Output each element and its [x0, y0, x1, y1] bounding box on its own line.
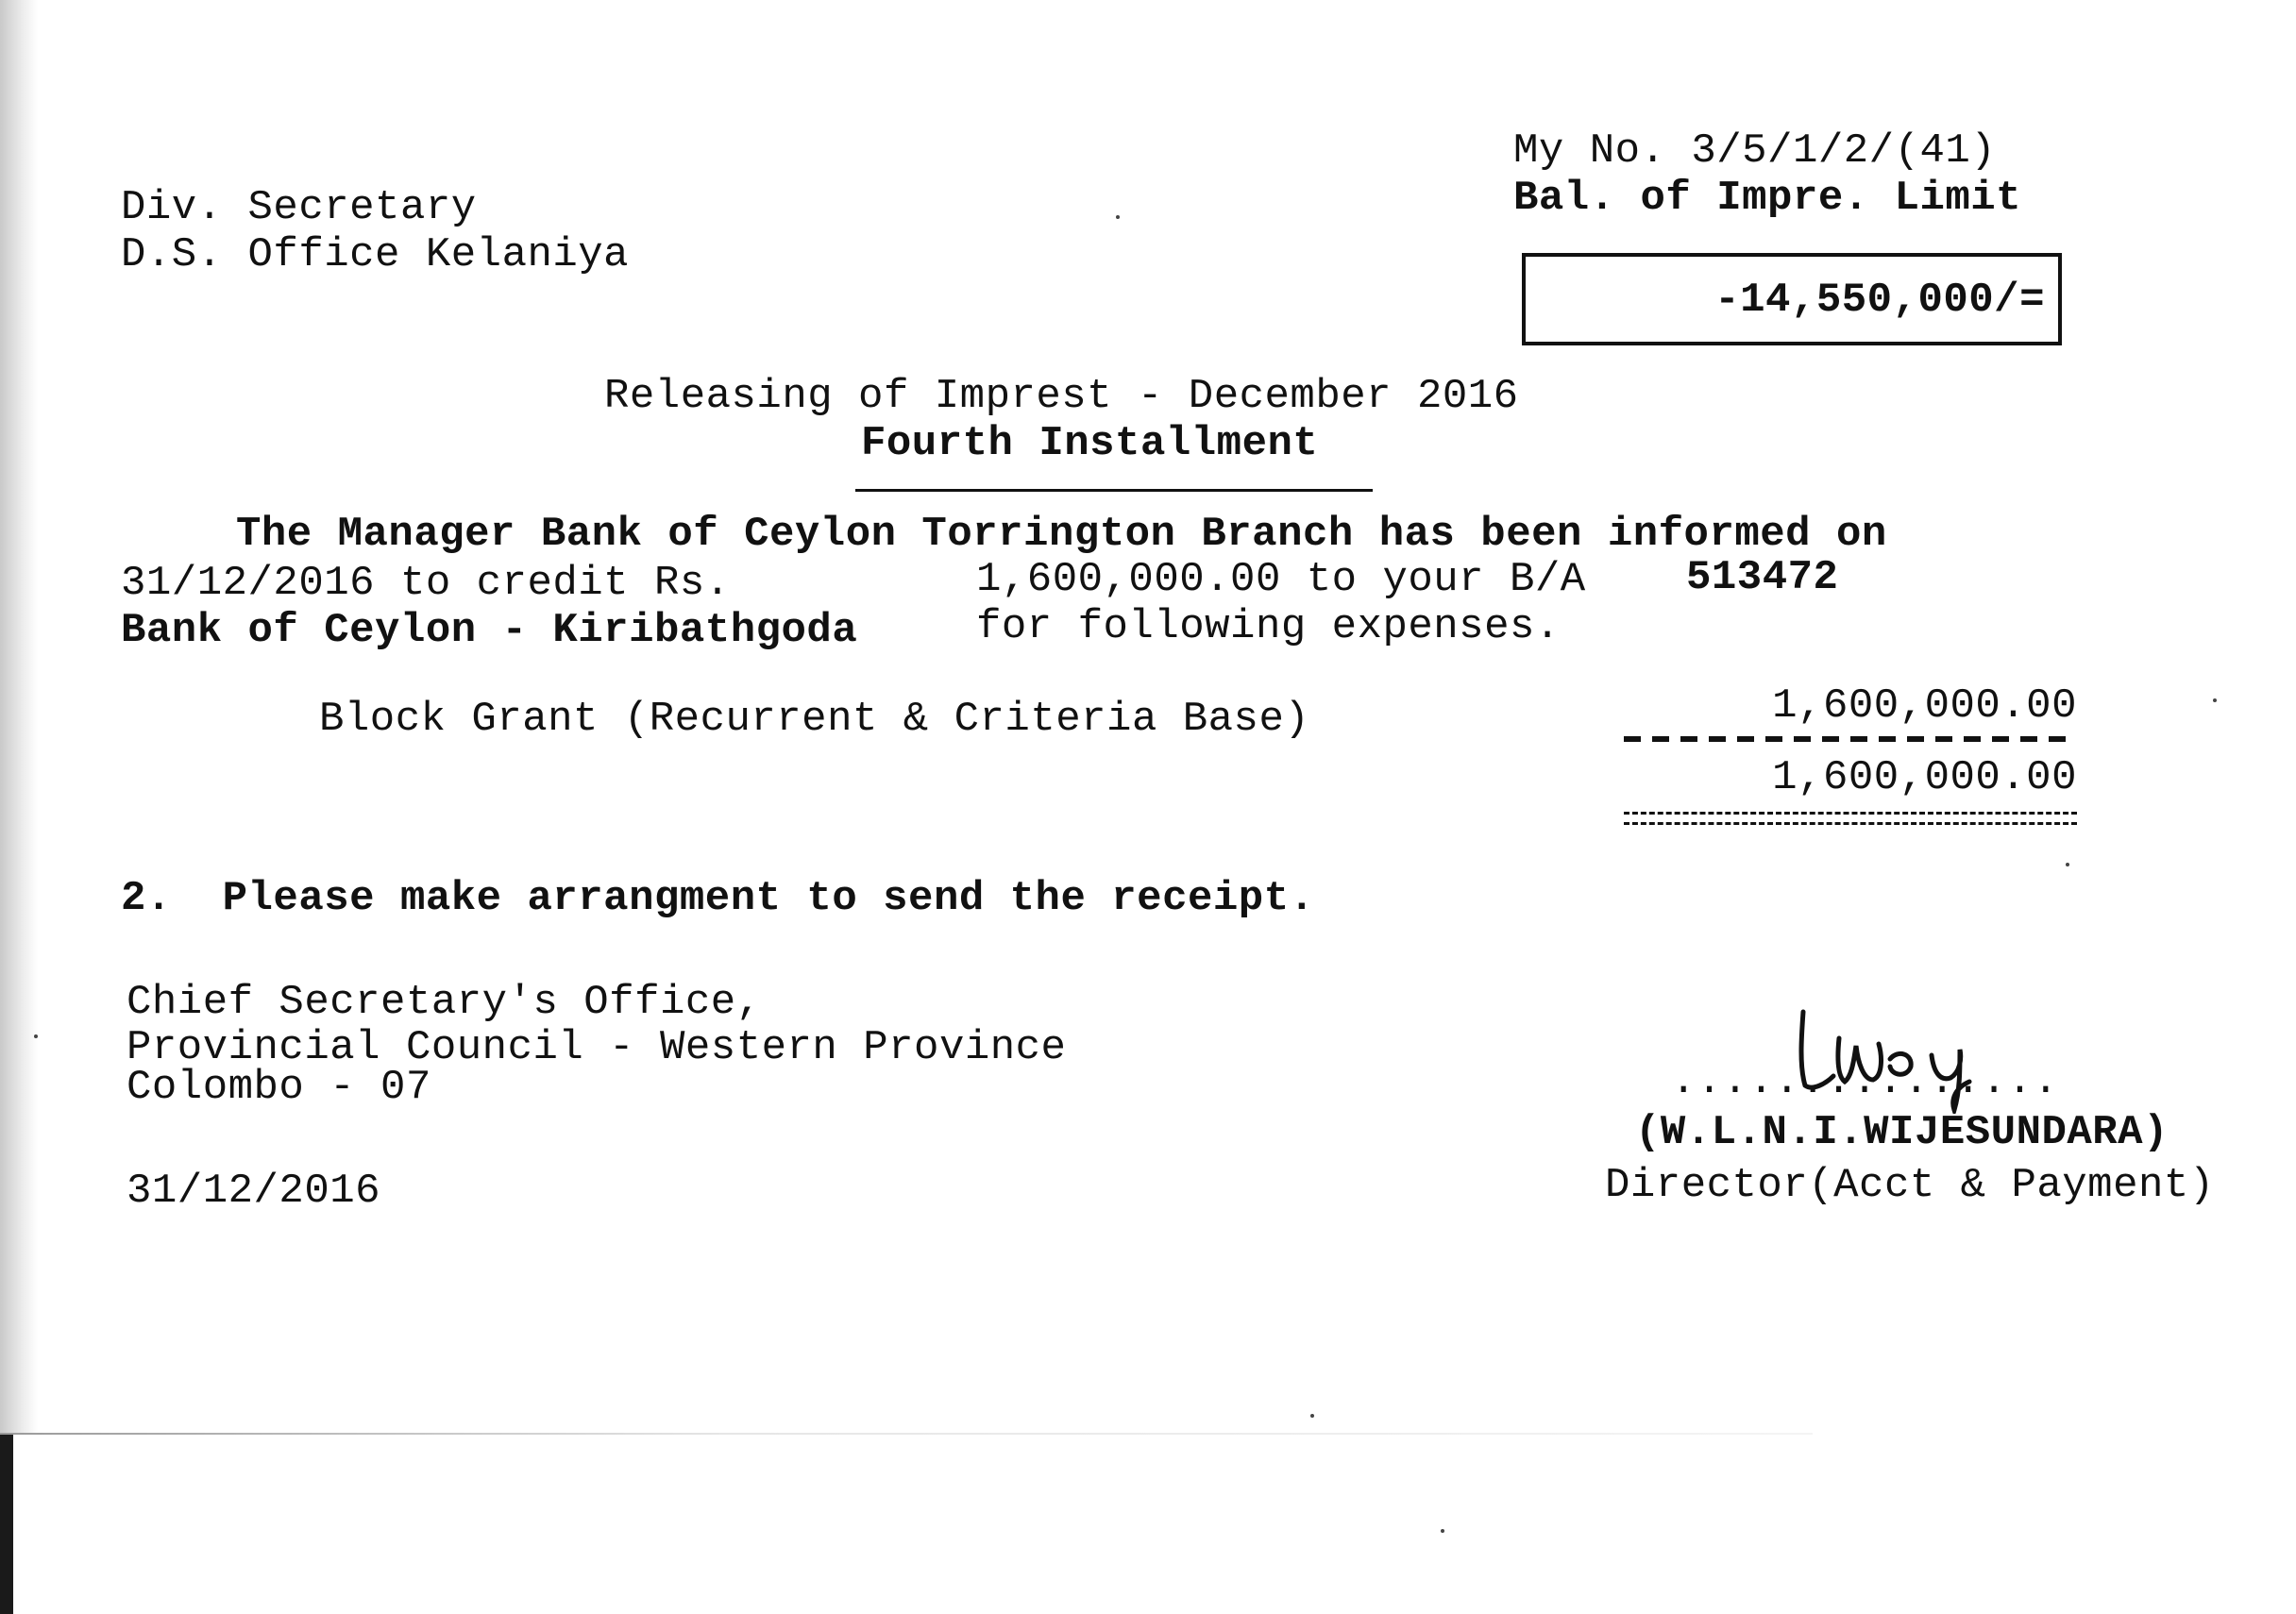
scan-speck [1441, 1529, 1444, 1533]
expense-total-amount: 1,600,000.00 [1772, 754, 2077, 801]
scan-speck [2066, 863, 2069, 866]
subject-subtitle: Fourth Installment [861, 420, 1319, 467]
subject-underline [855, 489, 1373, 492]
signatory-title: Director(Acct & Payment) [1605, 1162, 2215, 1209]
body-line-2-amount: 1,600,000.00 to your B/A [976, 556, 1586, 603]
office-line-1: Chief Secretary's Office, [127, 979, 762, 1026]
subject-title: Releasing of Imprest - December 2016 [604, 373, 1519, 420]
scan-bottom-edge [0, 1435, 13, 1614]
subtotal-dashed-rule [1624, 736, 2077, 742]
scan-speck [1310, 1414, 1314, 1418]
imprest-limit-box [1522, 253, 2062, 345]
scan-page-fold-line [0, 1433, 1813, 1435]
office-line-2: Provincial Council - Western Province [127, 1024, 1067, 1071]
instruction-paragraph: 2. Please make arrangment to send the receipt. [121, 875, 1315, 922]
scan-speck [1116, 215, 1120, 219]
signature-dotted-line: ............... [1671, 1058, 2060, 1105]
imprest-limit-value: -14,550,000/= [1714, 277, 2045, 324]
scan-speck [34, 1034, 38, 1038]
scan-speck [2213, 698, 2217, 702]
total-double-rule [1624, 812, 2077, 825]
expense-amounts [1624, 681, 2077, 825]
addressee-title: Div. Secretary [121, 184, 477, 231]
body-line-3-rest: for following expenses. [976, 603, 1561, 650]
letter-date: 31/12/2016 [127, 1168, 381, 1215]
imprest-limit-label: Bal. of Impre. Limit [1513, 175, 2022, 222]
bank-name: Bank of Ceylon - Kiribathgoda [121, 607, 858, 654]
expense-item-label: Block Grant (Recurrent & Criteria Base) [319, 696, 1310, 743]
scan-left-edge [0, 0, 38, 1435]
addressee-office: D.S. Office Kelaniya [121, 231, 630, 278]
body-line-1: The Manager Bank of Ceylon Torrington Branch has been informed on [236, 511, 1887, 558]
reference-number: My No. 3/5/1/2/(41) [1513, 127, 1997, 175]
office-line-3: Colombo - 07 [127, 1064, 431, 1111]
expense-item-amount: 1,600,000.00 [1772, 682, 2077, 730]
body-line-2-date: 31/12/2016 to credit Rs. [121, 560, 731, 607]
signatory-name: (W.L.N.I.WIJESUNDARA) [1635, 1109, 2169, 1156]
account-number: 513472 [1686, 554, 1839, 601]
